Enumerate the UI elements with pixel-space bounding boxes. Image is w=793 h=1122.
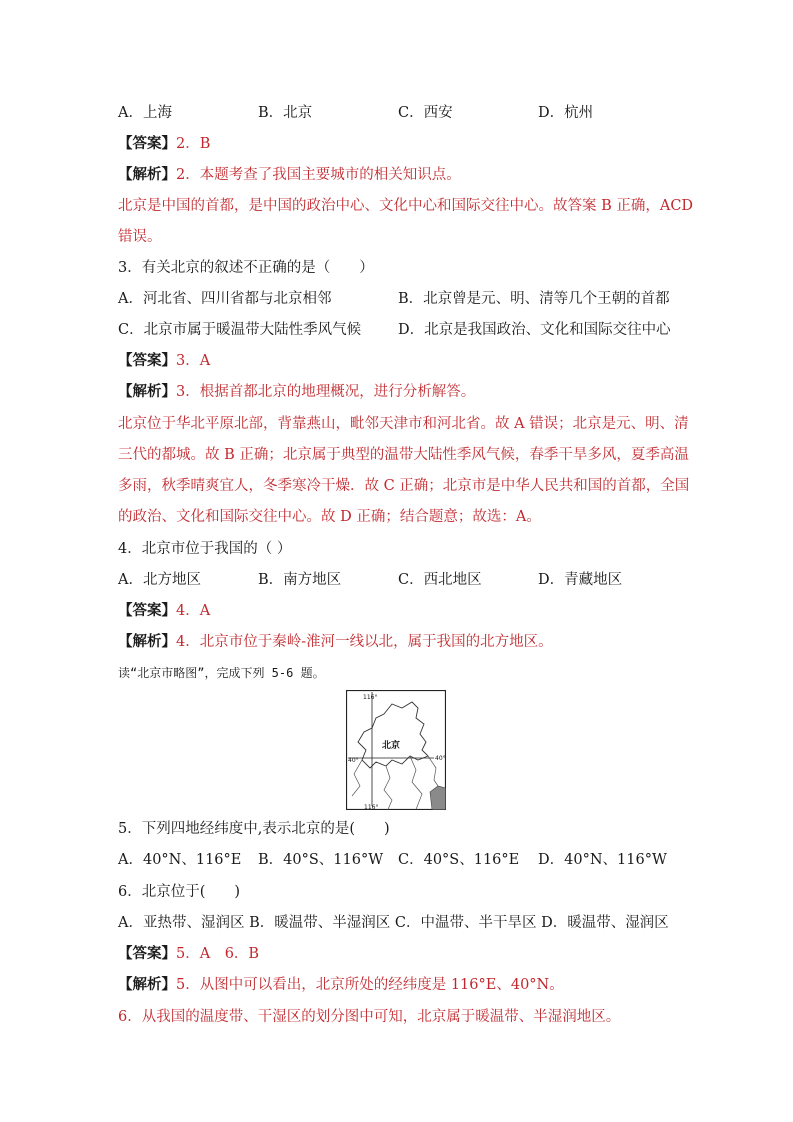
q4-analysis-head: 4．北京市位于秦岭-淮河一线以北，属于我国的北方地区。 — [176, 634, 553, 650]
q2-analysis-line — [118, 165, 461, 185]
q4-option-a: A．北方地区 — [118, 572, 201, 588]
q3-option-a: A．河北省、四川省都与北京相邻 — [118, 291, 332, 307]
map-label-lat-right: 40° — [435, 755, 446, 762]
q6-option-c: C．中温带、半干旱区 — [394, 915, 537, 931]
answer-tag: 【答案】 — [118, 135, 176, 152]
q6-options-row — [118, 913, 669, 933]
q56-answer: 5．A 6．B — [176, 946, 260, 962]
q2-analysis-body-1: 北京是中国的首都，是中国的政治中心、文化中心和国际交往中心。故答案 B 正确，ACD — [118, 198, 694, 214]
q2-option-d: D．杭州 — [538, 105, 594, 121]
map-label-lat-left: 40° — [348, 757, 359, 764]
q56-answer-line — [118, 944, 259, 964]
q5-analysis-head: 5．从图中可以看出，北京所处的经纬度是 116°E、40°N。 — [176, 977, 564, 993]
answer-tag: 【答案】 — [118, 352, 176, 369]
q2-answer-line — [118, 134, 210, 154]
q2-option-b: B．北京 — [258, 105, 313, 121]
map-label-lon-bottom: 116° — [364, 804, 379, 810]
q3-analysis-body-2: 三代的都城。故 B 正确；北京属于典型的温带大陆性季风气候，春季干旱多风，夏季高温 — [118, 447, 689, 463]
q56-analysis-line — [118, 975, 564, 995]
q2-option-a: A．上海 — [118, 105, 172, 121]
beijing-sketch-map — [346, 690, 446, 810]
answer-tag: 【答案】 — [118, 945, 176, 962]
q5-option-c: C．40°S、116°E — [398, 852, 520, 868]
q6-analysis-line: 6．从我国的温度带、干湿区的划分图中可知，北京属于暖温带、半湿润地区。 — [118, 1009, 621, 1025]
q5-option-d: D．40°N、116°W — [538, 852, 667, 868]
q3-analysis-body-1: 北京位于华北平原北部，背靠燕山，毗邻天津市和河北省。故 A 错误；北京是元、明、清 — [118, 416, 689, 432]
q3-analysis-body-3: 多雨，秋季晴爽宜人，冬季寒冷干燥．故 C 正确；北京市是中华人民共和国的首都，全国 — [118, 478, 690, 494]
q4-answer-line — [118, 601, 210, 621]
q4-analysis-line — [118, 632, 553, 652]
q3-option-d: D．北京是我国政治、文化和国际交往中心 — [398, 322, 671, 338]
q2-option-c: C．西安 — [398, 105, 453, 121]
q3-analysis-body-4: 的政治、文化和国际交往中心。故 D 正确；结合题意；故选：A。 — [118, 509, 541, 525]
q4-option-c: C．西北地区 — [398, 572, 482, 588]
q2-analysis-head: 2．本题考查了我国主要城市的相关知识点。 — [176, 167, 461, 183]
q5-stem: 5．下列四地经纬度中,表示北京的是( ) — [118, 821, 390, 837]
q3-option-c: C．北京市属于暖温带大陆性季风气候 — [118, 322, 362, 338]
q6-stem: 6．北京位于( ) — [118, 884, 241, 900]
q5-option-a: A．40°N、116°E — [118, 852, 242, 868]
q3-analysis-head: 3．根据首都北京的地理概况，进行分析解答。 — [176, 384, 476, 400]
q4-option-d: D．青藏地区 — [538, 572, 623, 588]
q3-option-b: B．北京曾是元、明、清等几个王朝的首都 — [398, 291, 670, 307]
q6-option-a: A．亚热带、湿润区 — [118, 915, 245, 931]
analysis-tag: 【解析】 — [118, 976, 176, 993]
analysis-tag: 【解析】 — [118, 633, 176, 650]
q4-answer: 4．A — [176, 603, 211, 619]
q3-answer: 3．A — [176, 353, 211, 369]
map-intro: 读“北京市略图”，完成下列 5-6 题。 — [118, 666, 325, 680]
map-label-beijing: 北京 — [382, 741, 401, 751]
q4-stem: 4．北京市位于我国的（ ） — [118, 541, 292, 557]
q3-stem: 3．有关北京的叙述不正确的是（ ） — [118, 260, 374, 276]
analysis-tag: 【解析】 — [118, 383, 176, 400]
q4-option-b: B．南方地区 — [258, 572, 342, 588]
q6-option-d: D．暖温带、湿润区 — [541, 915, 669, 931]
q3-analysis-line — [118, 382, 475, 402]
q6-option-b: B．暖温带、半湿润区 — [249, 915, 391, 931]
answer-tag: 【答案】 — [118, 602, 176, 619]
map-label-lon-top: 116° — [363, 694, 378, 701]
q2-analysis-body-2: 错误。 — [118, 229, 162, 245]
q2-answer: 2．B — [176, 136, 211, 152]
q5-option-b: B．40°S、116°W — [258, 852, 384, 868]
analysis-tag: 【解析】 — [118, 166, 176, 183]
q3-answer-line — [118, 351, 210, 371]
